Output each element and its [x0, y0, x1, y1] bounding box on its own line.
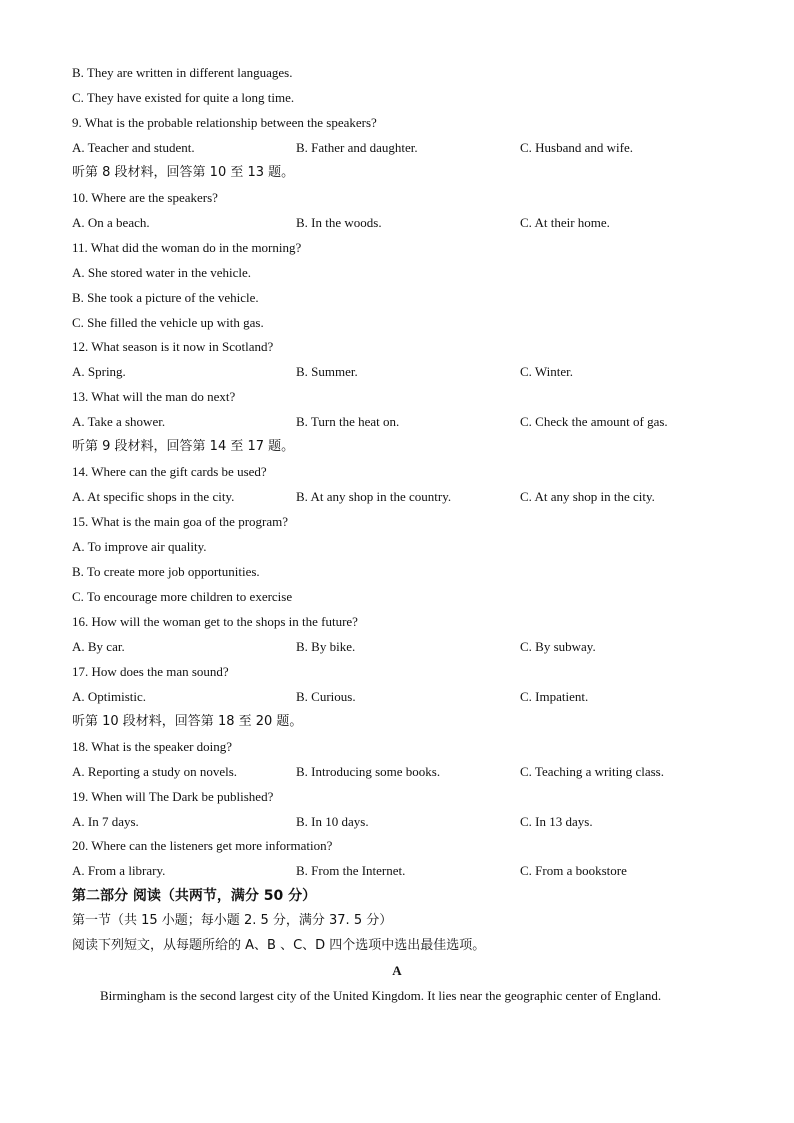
option-a: A. Take a shower. [72, 414, 166, 430]
option-c: C. At any shop in the city. [520, 489, 655, 505]
question-text: 17. How does the man sound? [72, 663, 229, 679]
option-a: A. At specific shops in the city. [72, 489, 235, 505]
option-text: B. They are written in different languages. [72, 65, 293, 80]
option-b: B. Curious. [296, 688, 356, 704]
option-c: C. At their home. [520, 214, 610, 230]
question-text: 9. What is the probable relationship between the speakers? [72, 114, 377, 130]
instruction-text: 阅读下列短文，从每题所给的 A、B 、C、D 四个选项中选出最佳选项。 [72, 938, 486, 954]
option-b: B. Turn the heat on. [296, 414, 400, 430]
question-text: 12. What season is it now in Scotland? [72, 339, 274, 355]
question-text: 16. How will the woman get to the shops in the future? [72, 613, 358, 629]
section-heading: 第二部分 阅读（共两节，满分 50 分） [72, 888, 317, 905]
option-text: B. To create more job opportunities. [72, 564, 260, 579]
option-row [72, 137, 772, 159]
question-text: 13. What will the man do next? [72, 389, 236, 405]
option-row [72, 761, 772, 783]
instruction-text: 第一节（共 15 小题；每小题 2. 5 分，满分 37. 5 分） [72, 913, 393, 929]
option-text: C. She filled the vehicle up with gas. [72, 314, 264, 330]
option-text: A. She stored water in the vehicle. [72, 264, 252, 280]
option-text: B. She took a picture of the vehicle. [72, 289, 259, 305]
question-text: 15. What is the main goa of the program? [72, 514, 289, 530]
option-c: C. By subway. [520, 638, 596, 654]
option-c: C. Teaching a writing class. [520, 763, 664, 779]
option-c: C. Check the amount of gas. [520, 414, 668, 430]
option-c: C. Winter. [520, 364, 574, 380]
option-c: C. Impatient. [520, 688, 589, 704]
option-a: A. On a beach. [72, 214, 150, 230]
option-row [72, 860, 772, 882]
question-text: 10. Where are the speakers? [72, 189, 218, 205]
option-b: B. Father and daughter. [296, 139, 418, 155]
option-a: A. Reporting a study on novels. [72, 763, 238, 779]
option-row [72, 811, 772, 833]
option-text: C. They have existed for quite a long time. [72, 89, 295, 105]
option-a: A. In 7 days. [72, 813, 139, 829]
option-a: A. From a library. [72, 863, 166, 879]
option-row [72, 361, 772, 383]
option-a: A. Spring. [72, 364, 126, 380]
option-c: C. In 13 days. [520, 813, 593, 829]
option-b: B. By bike. [296, 638, 356, 654]
option-b: B. In 10 days. [296, 813, 369, 829]
question-text: 19. When will The Dark be published? [72, 788, 274, 804]
option-text: A. To improve air quality. [72, 539, 207, 555]
option-c: C. From a bookstore [520, 863, 627, 879]
passage-label: A [392, 963, 402, 979]
question-text: 14. Where can the gift cards be used? [72, 464, 267, 480]
option-b: B. From the Internet. [296, 863, 406, 879]
question-text: 20. Where can the listeners get more information? [72, 838, 333, 854]
option-row [72, 486, 772, 508]
question-text: 18. What is the speaker doing? [72, 738, 233, 754]
instruction-text: 听第 8 段材料，回答第 10 至 13 题。 [72, 164, 295, 180]
option-b: B. Introducing some books. [296, 763, 441, 779]
option-row [72, 686, 772, 708]
option-a: A. Optimistic. [72, 688, 147, 704]
option-text: C. To encourage more children to exercise [72, 588, 293, 604]
option-b: B. Summer. [296, 364, 358, 380]
passage-paragraph: Birmingham is the second largest city of the United Kingdom. It lies near the geographic center of England. [100, 988, 662, 1004]
option-row [72, 212, 772, 234]
option-a: A. Teacher and student. [72, 139, 195, 155]
instruction-text: 听第 9 段材料，回答第 14 至 17 题。 [72, 439, 295, 455]
option-row [72, 636, 772, 658]
option-c: C. Husband and wife. [520, 139, 634, 155]
option-b: B. In the woods. [296, 214, 382, 230]
instruction-text: 听第 10 段材料，回答第 18 至 20 题。 [72, 713, 303, 729]
option-b: B. At any shop in the country. [296, 489, 452, 505]
option-row [72, 411, 772, 433]
question-text: 11. What did the woman do in the morning? [72, 239, 302, 255]
option-a: A. By car. [72, 638, 125, 654]
